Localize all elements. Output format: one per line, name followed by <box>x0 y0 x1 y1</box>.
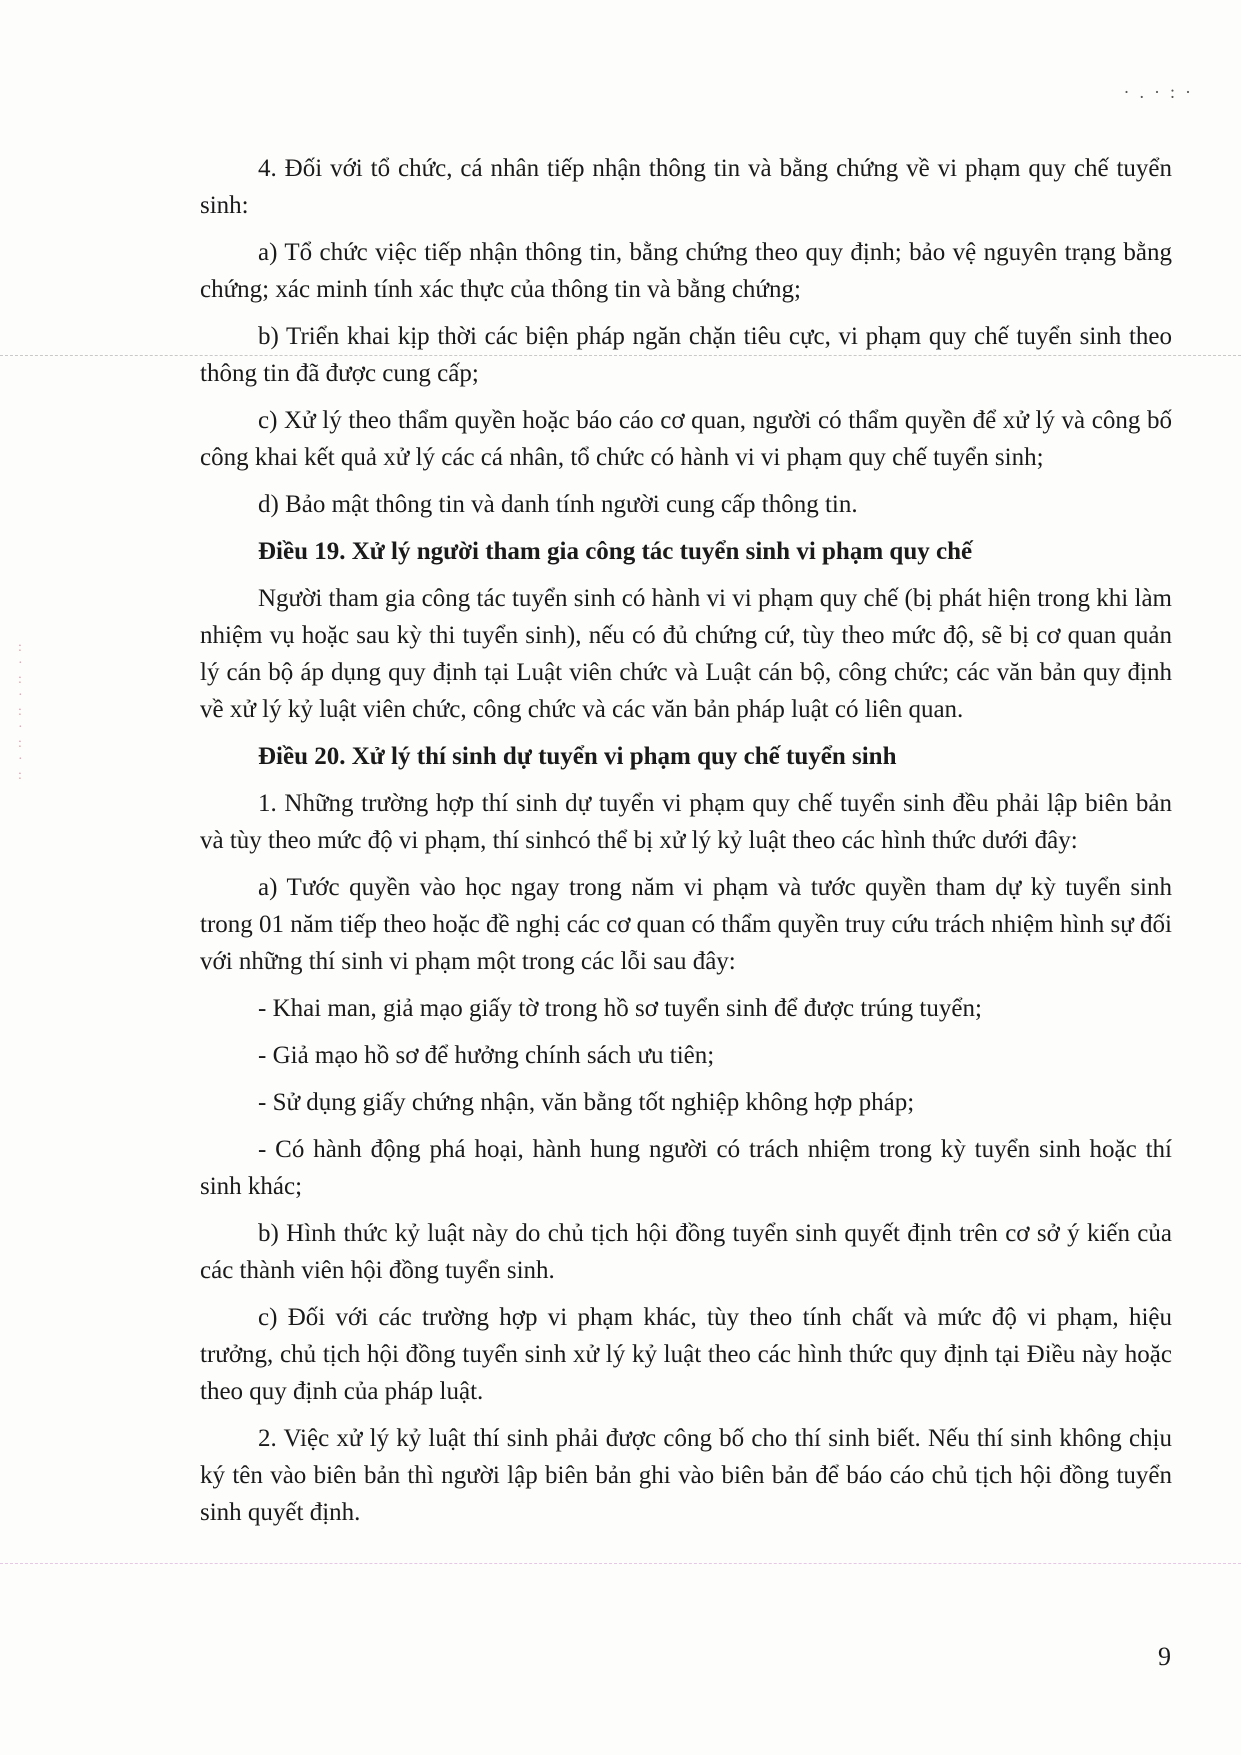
document-body <box>200 150 1172 1531</box>
margin-speckles: : · : · : · : · : <box>18 640 23 783</box>
scan-speckles: ·.·:· <box>1123 82 1201 102</box>
paragraph: b) Hình thức kỷ luật này do chủ tịch hội đồng tuyển sinh quyết định trên cơ sở ý kiến của các thành viên hội đồng tuyển sinh. <box>200 1220 1172 1284</box>
list-item: - Sử dụng giấy chứng nhận, văn bằng tốt nghiệp không hợp pháp; <box>258 1089 915 1116</box>
article-heading: Điều 20. Xử lý thí sinh dự tuyển vi phạm quy chế tuyển sinh <box>258 743 897 770</box>
list-item: - Giả mạo hồ sơ để hưởng chính sách ưu tiên; <box>258 1042 715 1069</box>
paragraph: c) Đối với các trường hợp vi phạm khác, tùy theo tính chất và mức độ vi phạm, hiệu trưởng, chủ tịch hội đồng tuyển sinh xử lý kỷ luật theo các hình thức quy định tại Điều này hoặc theo quy định của pháp luật. <box>200 1304 1172 1405</box>
paragraph: b) Triển khai kịp thời các biện pháp ngăn chặn tiêu cực, vi phạm quy chế tuyển sinh theo thông tin đã được cung cấp; <box>200 323 1172 387</box>
paragraph: d) Bảo mật thông tin và danh tính người cung cấp thông tin. <box>258 491 858 518</box>
scan-artifact-line <box>0 1563 1241 1564</box>
paragraph: a) Tước quyền vào học ngay trong năm vi phạm và tước quyền tham dự kỳ tuyển sinh trong 01 năm tiếp theo hoặc đề nghị các cơ quan có thẩm quyền truy cứu trách nhiệm hình sự đối với những thí sinh vi phạm một trong các lỗi sau đây: <box>200 874 1172 975</box>
paragraph: Người tham gia công tác tuyển sinh có hành vi vi phạm quy chế (bị phát hiện trong khi làm nhiệm vụ hoặc sau kỳ thi tuyển sinh), nếu có đủ chứng cứ, tùy theo mức độ, sẽ bị cơ quan quản lý cán bộ áp dụng quy định tại Luật viên chức và Luật cán bộ, công chức; các văn bản quy định về xử lý kỷ luật viên chức, công chức và các văn bản pháp luật có liên quan. <box>200 585 1172 723</box>
paragraph: 2. Việc xử lý kỷ luật thí sinh phải được công bố cho thí sinh biết. Nếu thí sinh không chịu ký tên vào biên bản thì người lập biên bản ghi vào biên bản để báo cáo chủ tịch hội đồng tuyển sinh quyết định. <box>200 1425 1172 1526</box>
list-item: - Có hành động phá hoại, hành hung người có trách nhiệm trong kỳ tuyển sinh hoặc thí sinh khác; <box>200 1136 1172 1200</box>
paragraph: 1. Những trường hợp thí sinh dự tuyển vi phạm quy chế tuyển sinh đều phải lập biên bản và tùy theo mức độ vi phạm, thí sinhcó thể bị xử lý kỷ luật theo các hình thức dưới đây: <box>200 790 1172 854</box>
paragraph: 4. Đối với tổ chức, cá nhân tiếp nhận thông tin và bằng chứng về vi phạm quy chế tuyển sinh: <box>200 155 1172 219</box>
paragraph: a) Tổ chức việc tiếp nhận thông tin, bằng chứng theo quy định; bảo vệ nguyên trạng bằng chứng; xác minh tính xác thực của thông tin và bằng chứng; <box>200 239 1172 303</box>
article-heading: Điều 19. Xử lý người tham gia công tác tuyển sinh vi phạm quy chế <box>258 538 973 565</box>
paragraph: c) Xử lý theo thẩm quyền hoặc báo cáo cơ quan, người có thẩm quyền để xử lý và công bố công khai kết quả xử lý các cá nhân, tổ chức có hành vi vi phạm quy chế tuyển sinh; <box>200 407 1172 471</box>
list-item: - Khai man, giả mạo giấy tờ trong hồ sơ tuyển sinh để được trúng tuyển; <box>258 995 982 1022</box>
page-number: 9 <box>1158 1642 1171 1671</box>
